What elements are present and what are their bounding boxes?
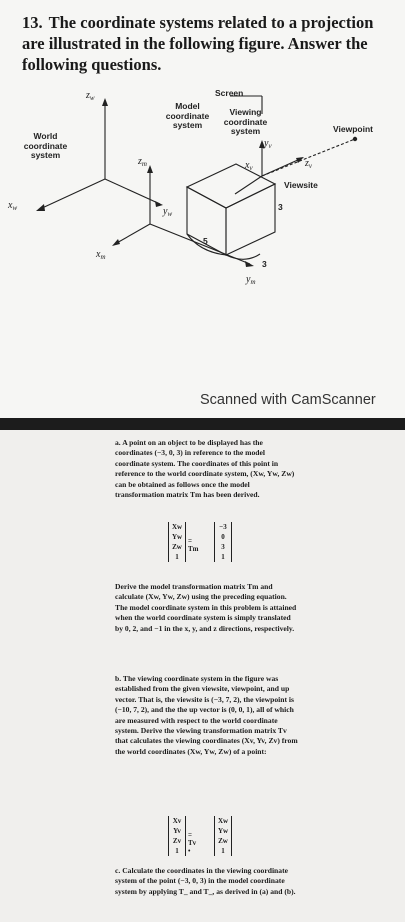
equals-tm: = Tm [188,537,199,553]
viewpoint-label: Viewpoint [333,124,373,134]
dim-3-bottom [226,254,260,259]
xw-label: x [8,200,13,211]
vector-world-b: Xw Yw Zw 1 [214,816,232,856]
svg-text:zw: $z_w$ [86,90,95,102]
svg-text:yw: $y_w$ [163,206,173,218]
zw-label: z [86,90,90,101]
ym-label: y [246,274,251,285]
part-a-derive: Derive the model transformation matrix Tm and calculate (Xw, Yw, Zw) using the preceding equation. The model coordinate system in this problem is attained when the world coordinate system is simply translated by 0, 2, and −1 in the x, y, and z directions, respectively. [115,582,297,633]
viewsite-label: Viewsite [284,180,318,190]
world-y-axis [105,179,160,204]
coordinate-systems-figure [0,84,405,374]
yw-label: y [163,206,168,217]
svg-text:ym: $y_m$ [246,274,256,286]
part-c-body: Calculate the coordinates in the viewing coordinate system of the point (−3, 0, 3) in the model coordinate system by applying T_ and T_, as derived in (a) and (b). [115,866,296,896]
model-coord-label: Model coordinate system [165,102,210,130]
xm-label: x [96,249,101,260]
part-a-body: A point on an object to be displayed has the coordinates (−3, 0, 3) in reference to the model coordinate system. The coordinates of this point in reference to the world coordinate system, (Xw, Yw, Zw) can be obtained as follows once the model transformation matrix Tm has been derived. [115,438,295,500]
dim-5-label: 5 [203,236,208,246]
part-b-body: The viewing coordinate system in the figure was established from the given viewsite, viewpoint, and up vector. That is, the viewsite is (−3, 7, 2), the viewpoint is (−10, 7, 2), and the the up vector is (0, 0, 1), all of which are measured with respect to the world coordinate system. Derive the viewing transformation matrix Tv that calculates the viewing coordinates (Xv, Yv, Zv) from the world coordinates (Xw, Yw, Zw) of a point: [115,674,298,756]
vector-world: Xw Yw Zw 1 [168,522,186,562]
zv-label: z [305,158,309,169]
svg-text:xm: $x_m$ [96,249,106,261]
view-x-axis [235,176,262,194]
cube-right [226,184,275,255]
world-coord-label: World coordinate system [23,132,68,160]
svg-text:xw: $x_w$ [8,200,18,212]
scanned-page-bottom [0,430,405,922]
vector-model: −3 0 3 1 [214,522,232,562]
svg-text:xv: $x_v$ [245,160,253,172]
viewing-coord-label: Viewing coordinate system [223,108,268,136]
svg-text:zm: $z_m$ [138,156,147,168]
part-a-text [115,438,300,500]
part-b-marker: b. [115,674,122,683]
scanner-watermark: Scanned with CamScanner [200,392,376,408]
equals-tv: = Tv • [188,831,197,855]
page-separator [0,418,405,430]
world-x-axis [40,179,105,209]
part-c-text [115,866,300,897]
part-a-marker: a. [115,438,121,447]
dim-3-right-label: 3 [278,202,283,212]
screen-label: Screen [215,88,244,98]
figure-svg [0,84,405,374]
question-text: The coordinate systems related to a projection are illustrated in the following figure. Answer the following questions. [22,13,374,74]
part-b-text [115,674,300,757]
part-c-marker: c. [115,866,121,875]
zm-label: z [138,156,142,167]
model-x-axis [115,224,150,244]
svg-text:zv: $z_v$ [305,158,313,170]
vector-viewing: Xv Yv Zv 1 [168,816,186,856]
svg-text:yv: $y_v$ [264,138,272,150]
question-title [22,12,394,75]
question-number: 13. [22,13,43,32]
scanned-page-top [0,0,405,418]
yv-label: y [264,138,269,149]
dim-3-bottom-label: 3 [262,259,267,269]
xv-label: x [245,160,250,171]
